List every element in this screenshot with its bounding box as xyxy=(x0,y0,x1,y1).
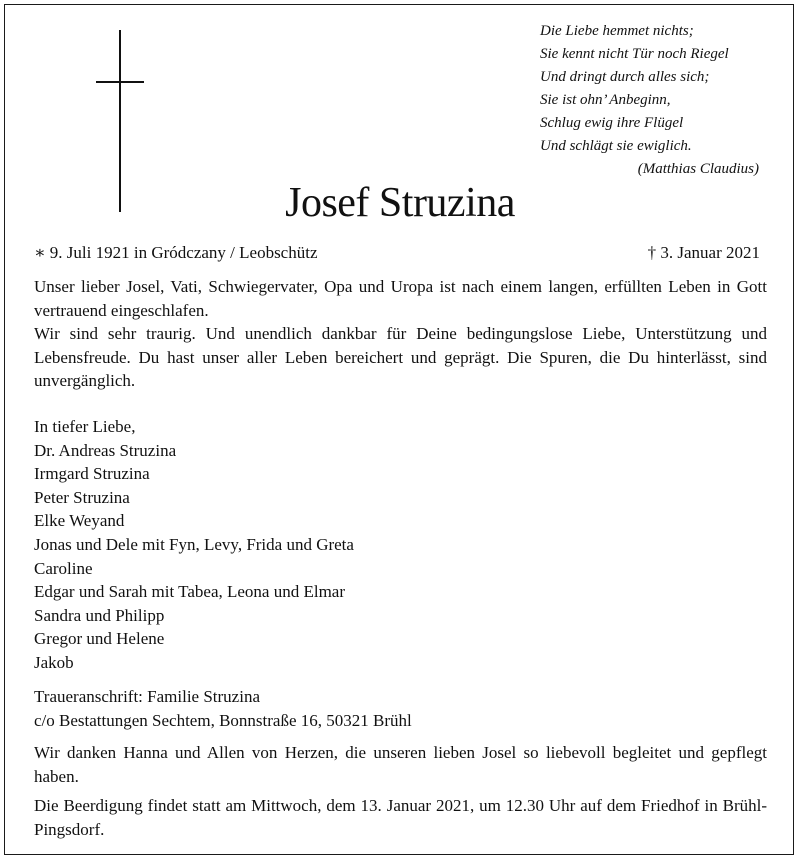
address-line-1: Traueranschrift: Familie Struzina xyxy=(34,687,260,706)
poem-line: Sie ist ohn’ Anbeginn, xyxy=(540,92,671,108)
poem-line: Die Liebe hemmet nichts; xyxy=(540,23,694,39)
intro-paragraph: Unser lieber Josel, Vati, Schwiegervater, Opa und Uropa ist nach einem langen, erfüllten Leben in Gott vertrauend eingeschlafen. xyxy=(34,277,767,320)
poem-line: Und schlägt sie ewiglich. xyxy=(540,138,692,154)
birth-date: ∗ 9. Juli 1921 in Gródczany / Leobschütz xyxy=(34,243,318,262)
mourner-name: Gregor und Helene xyxy=(34,629,165,649)
address-block xyxy=(34,685,767,732)
gratitude-paragraph: Wir danken Hanna und Allen von Herzen, die unseren lieben Josel so liebevoll begleitet und gepflegt haben. xyxy=(34,743,767,786)
mourners-greeting: In tiefer Liebe, xyxy=(34,417,136,436)
address-line-2: c/o Bestattungen Sechtem, Bonnstraße 16, 50321 Brühl xyxy=(34,710,412,730)
mourner-name: Peter Struzina xyxy=(34,487,130,507)
mourner-name: Irmgard Struzina xyxy=(34,464,150,484)
poem-line: Und dringt durch alles sich; xyxy=(540,69,710,85)
poem-line: Sie kennt nicht Tür noch Riegel xyxy=(540,46,729,62)
poem-attribution: (Matthias Claudius) xyxy=(637,161,759,177)
intro-block xyxy=(34,275,767,393)
mourner-name: Elke Weyand xyxy=(34,511,125,531)
mourner-name: Dr. Andreas Struzina xyxy=(34,440,177,460)
funeral-paragraph: Die Beerdigung findet statt am Mittwoch, dem 13. Januar 2021, um 12.30 Uhr auf dem Friedhof in Brühl-Pingsdorf. xyxy=(34,796,767,839)
mourners-list xyxy=(34,415,354,675)
thanks-paragraph: Wir sind sehr traurig. Und unendlich dankbar für Deine bedingungslose Liebe, Unterstützung und Lebensfreude. Du hast unser aller Leben bereichert und geprägt. Die Spuren, die Du hinterlässt, sind unvergänglich. xyxy=(34,324,767,390)
funeral-block xyxy=(34,794,767,841)
cross-horizontal-bar xyxy=(96,81,144,83)
mourner-name: Edgar und Sarah mit Tabea, Leona und Elmar xyxy=(34,582,346,602)
death-date: † 3. Januar 2021 xyxy=(647,243,760,262)
mourner-name: Sandra und Philipp xyxy=(34,605,165,625)
mourner-name: Jakob xyxy=(34,652,74,672)
deceased-name: Josef Struzina xyxy=(285,180,515,226)
mourner-name: Caroline xyxy=(34,558,93,578)
gratitude-block xyxy=(34,741,767,788)
poem-line: Schlug ewig ihre Flügel xyxy=(540,115,684,131)
poem xyxy=(540,20,765,181)
mourner-name: Jonas und Dele mit Fyn, Levy, Frida und Greta xyxy=(34,534,354,554)
